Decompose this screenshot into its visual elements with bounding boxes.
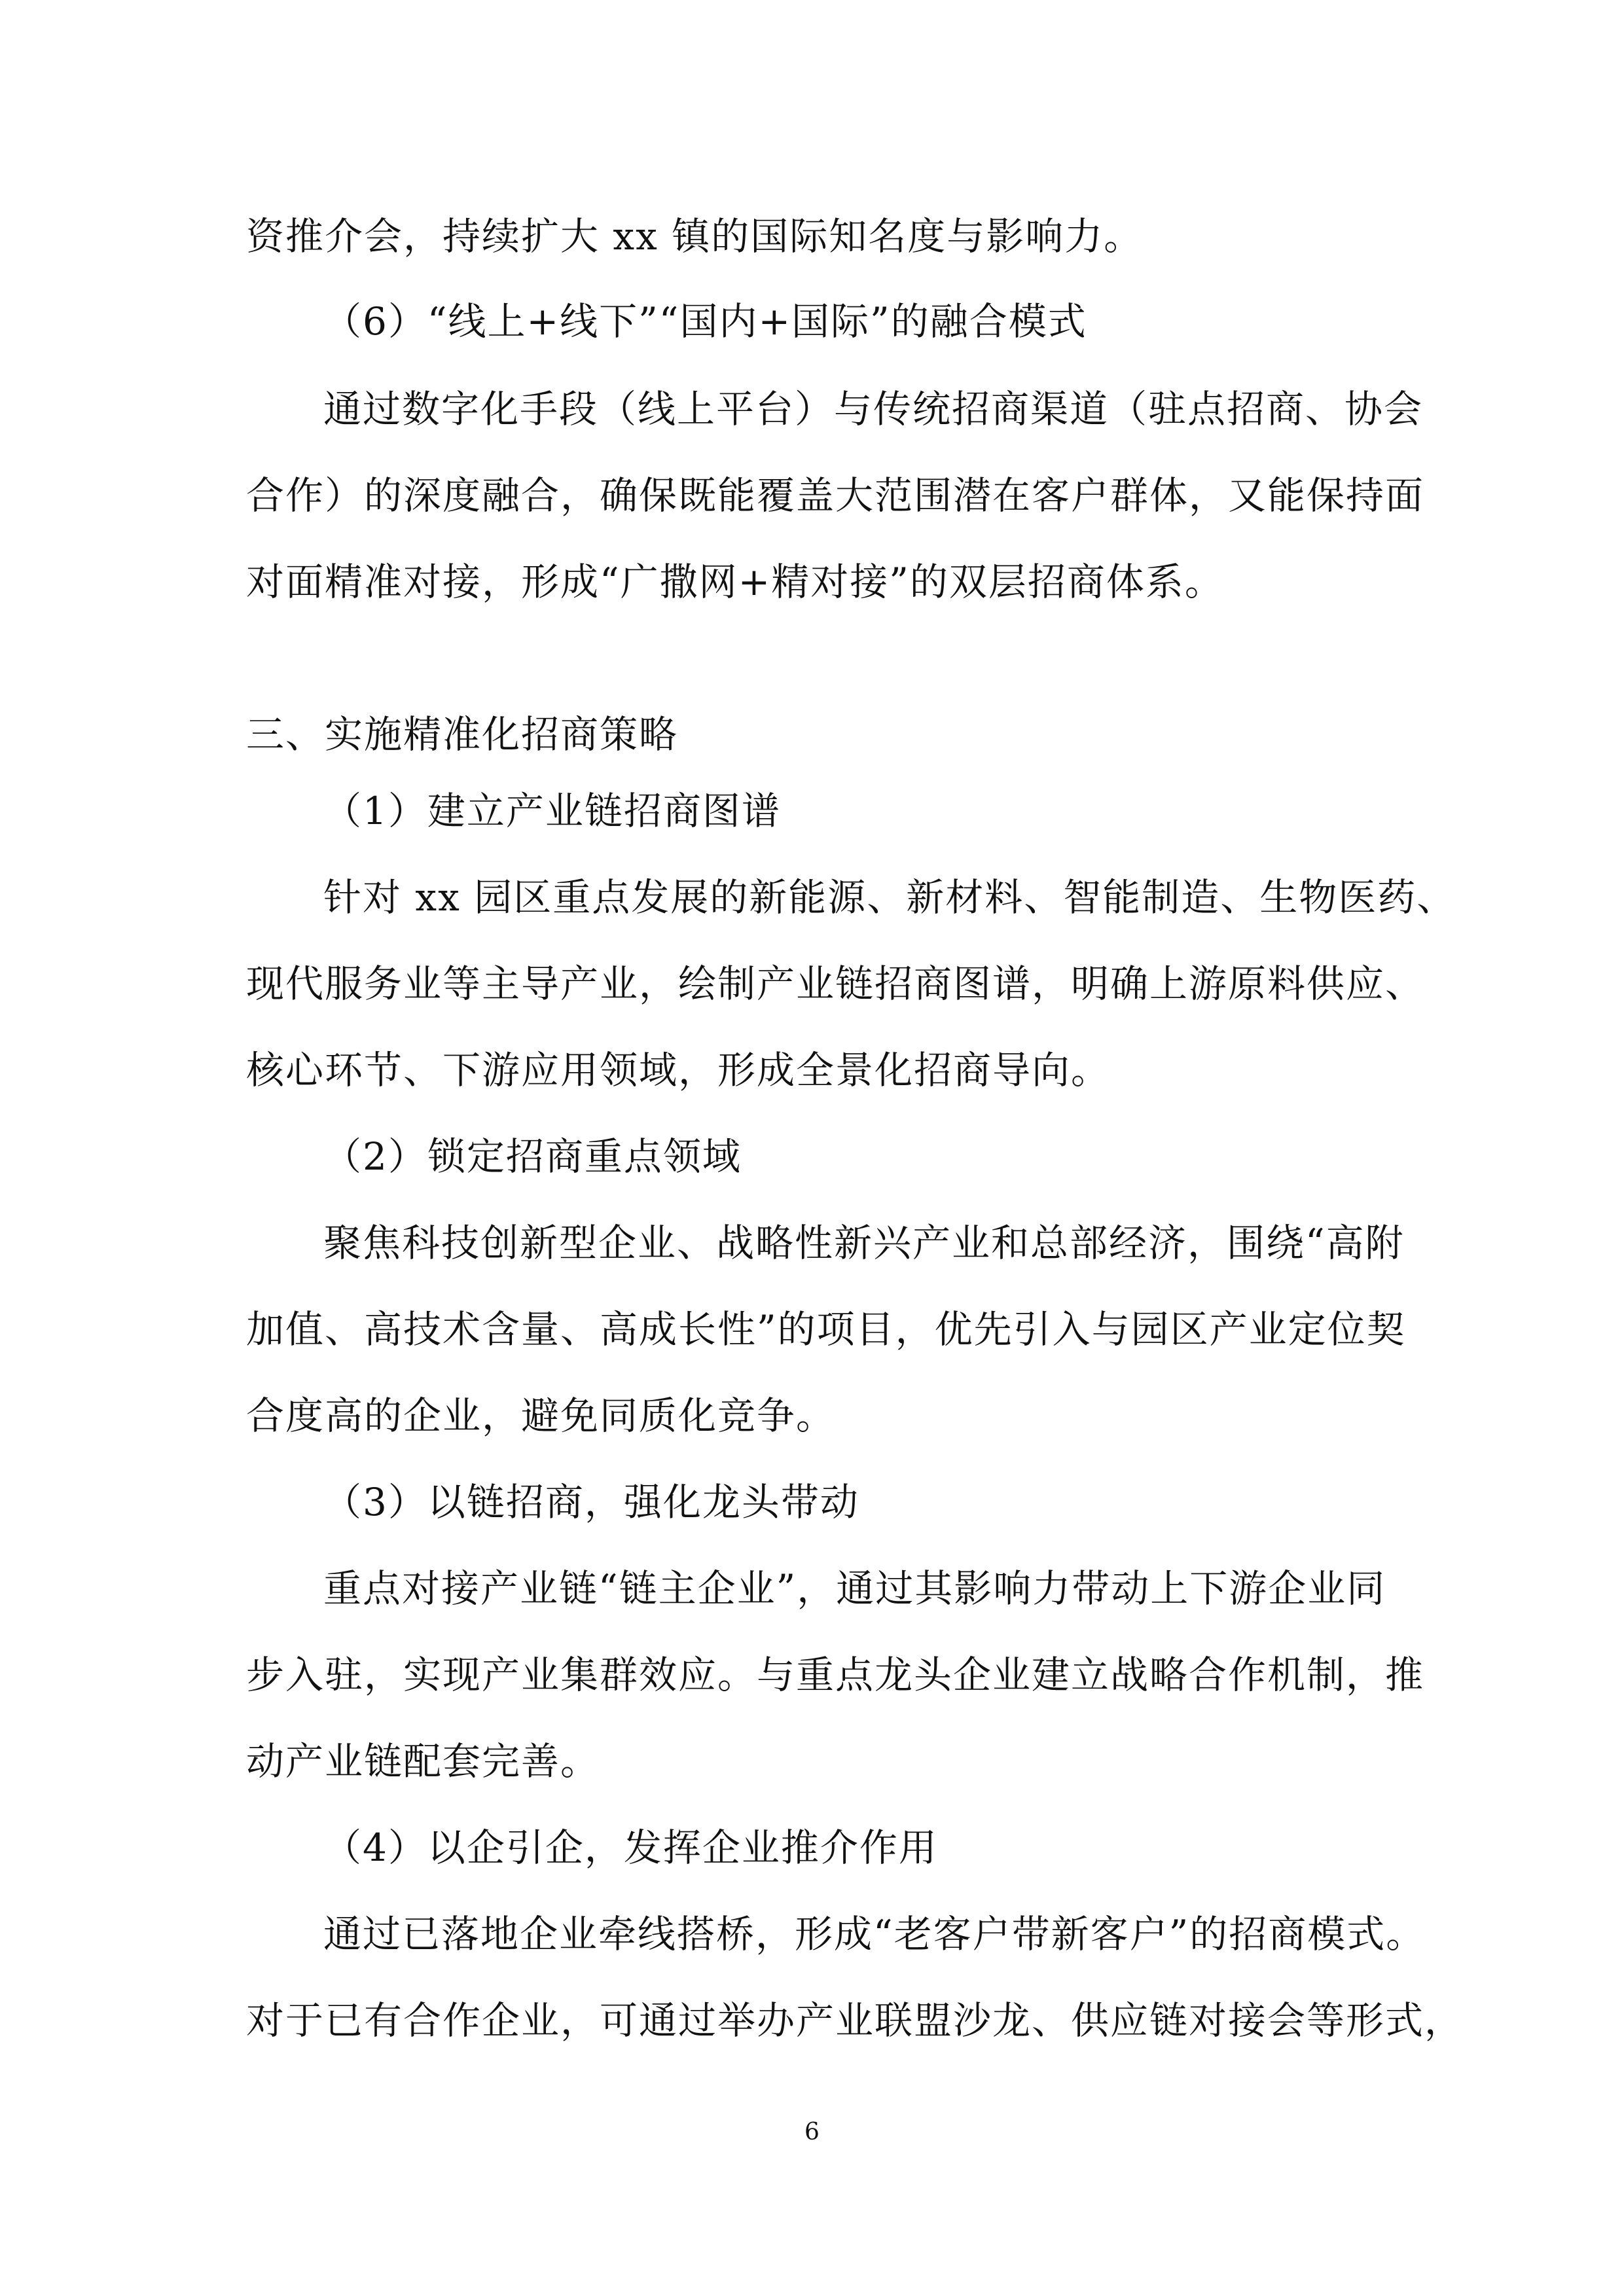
paragraph-line: 现代服务业等主导产业，绘制产业链招商图谱，明确上游原料供应、 — [246, 961, 1425, 1006]
paragraph-line: 资推介会，持续扩大 xx 镇的国际知名度与影响力。 — [246, 214, 1144, 259]
section-heading: 三、实施精准化招商策略 — [246, 712, 679, 757]
paragraph-line: 核心环节、下游应用领域，形成全景化招商导向。 — [246, 1048, 1111, 1092]
page-number: 6 — [804, 2119, 820, 2145]
subheading: （6）“线上+线下”“国内+国际”的融合模式 — [323, 299, 1087, 344]
paragraph-line: 重点对接产业链“链主企业”，通过其影响力带动上下游企业同 — [323, 1566, 1386, 1611]
paragraph-line: 合度高的企业，避免同质化竞争。 — [246, 1393, 836, 1438]
paragraph-line: 针对 xx 园区重点发展的新能源、新材料、智能制造、生物医药、 — [323, 875, 1456, 920]
subheading: （1）建立产业链招商图谱 — [323, 789, 781, 833]
paragraph-line: 通过数字化手段（线上平台）与传统招商渠道（驻点招商、协会 — [323, 387, 1424, 431]
paragraph-line: 动产业链配套完善。 — [246, 1739, 600, 1784]
subheading: （2）锁定招商重点领域 — [323, 1134, 742, 1179]
paragraph-line: 对于已有合作企业，可通过举办产业联盟沙龙、供应链对接会等形式， — [246, 1998, 1464, 2043]
paragraph-line: 加值、高技术含量、高成长性”的项目，优先引入与园区产业定位契 — [246, 1307, 1406, 1352]
subheading: （4）以企引企，发挥企业推介作用 — [323, 1825, 938, 1870]
paragraph-line: 对面精准对接，形成“广撒网+精对接”的双层招商体系。 — [246, 560, 1224, 604]
paragraph-line: 合作）的深度融合，确保既能覆盖大范围潜在客户群体，又能保持面 — [246, 473, 1425, 518]
paragraph-line: 步入驻，实现产业集群效应。与重点龙头企业建立战略合作机制，推 — [246, 1653, 1425, 1697]
paragraph-line: 聚焦科技创新型企业、战略性新兴产业和总部经济，围绕“高附 — [323, 1221, 1405, 1265]
paragraph-line: 通过已落地企业牵线搭桥，形成“老客户带新客户”的招商模式。 — [323, 1912, 1426, 1956]
subheading: （3）以链招商，强化龙头带动 — [323, 1480, 859, 1524]
